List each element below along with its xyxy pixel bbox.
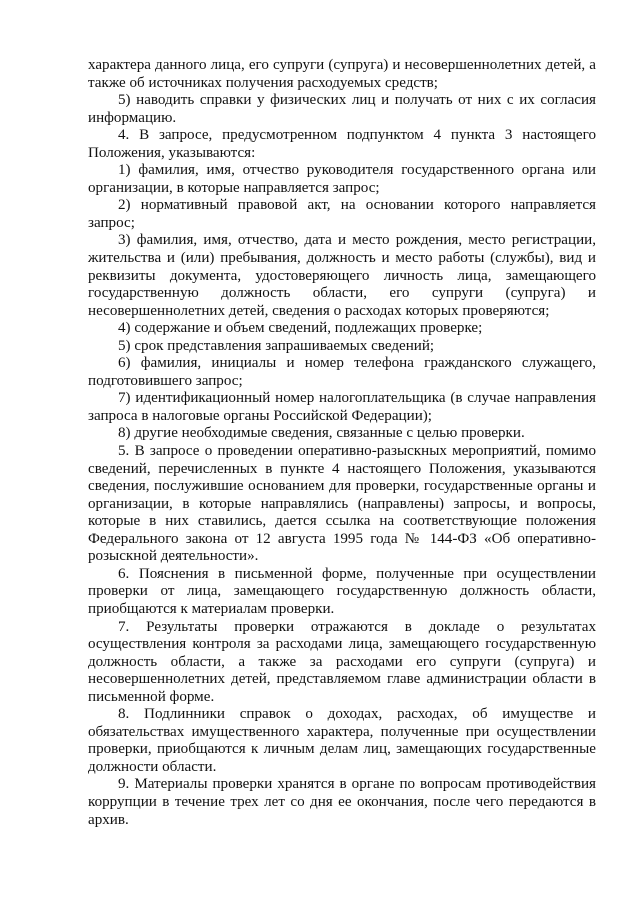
paragraph-item-3-5: 5) наводить справки у физических лиц и получать от них с их согласия информацию. — [88, 92, 596, 126]
paragraph-section-8: 8. Подлинники справок о доходах, расходах, об имуществе и обязательствах имущественного характера, полученные при осуществлении проверки, приобщаются к личным делам лиц, замещающих государственные должности области. — [88, 706, 596, 775]
paragraph-section-9: 9. Материалы проверки хранятся в органе по вопросам противодействия коррупции в течение трех лет со дня ее окончания, после чего передаются в архив. — [88, 776, 596, 828]
document-page — [88, 57, 596, 829]
paragraph-item-4-7: 7) идентификационный номер налогоплательщика (в случае направления запроса в налоговые органы Российской Федерации); — [88, 390, 596, 424]
paragraph-item-4-1: 1) фамилия, имя, отчество руководителя государственного органа или организации, в которые направляется запрос; — [88, 162, 596, 196]
paragraph-item-4-4: 4) содержание и объем сведений, подлежащих проверке; — [118, 320, 483, 337]
paragraph-section-7: 7. Результаты проверки отражаются в докладе о результатах осуществления контроля за расходами лица, замещающего государственную должность области, а также за расходами его супруги (супруга) и несовершеннолетних детей, представляемом главе администрации области в письменной форме. — [88, 618, 596, 705]
paragraph-item-4-3: 3) фамилия, имя, отчество, дата и место рождения, место регистрации, жительства и (или) пребывания, должность и место работы (службы), вид и реквизиты документа, удостоверяющего личность лица, замещающего государственную должность области, его супруги (супруга) и несовершеннолетних детей, сведения о расходах которых проверяются; — [88, 232, 596, 319]
paragraph-section-5: 5. В запросе о проведении оперативно-разыскных мероприятий, помимо сведений, перечисленных в пункте 4 настоящего Положения, указываются сведения, послужившие основанием для проверки, государственные органы и организации, в которые направлялись (направлены) запросы, и вопросы, которые в них ставились, дается ссылка на соответствующие положения Федерального закона от 12 августа 1995 года № 144-ФЗ «Об оперативно-розыскной деятельности». — [88, 443, 596, 565]
paragraph-item-4-8: 8) другие необходимые сведения, связанные с целью проверки. — [118, 425, 525, 442]
paragraph-section-6: 6. Пояснения в письменной форме, полученные при осуществлении проверки от лица, замещающего государственную должность области, приобщаются к материалам проверки. — [88, 565, 596, 617]
paragraph-continuation: характера данного лица, его супруги (супруга) и несовершеннолетних детей, а также об источниках получения расходуемых средств; — [88, 57, 596, 91]
paragraph-section-4: 4. В запросе, предусмотренном подпунктом 4 пункта 3 настоящего Положения, указываются: — [88, 127, 596, 161]
paragraph-item-4-5: 5) срок представления запрашиваемых сведений; — [118, 337, 435, 354]
paragraph-item-4-2: 2) нормативный правовой акт, на основании которого направляется запрос; — [88, 197, 596, 231]
paragraph-item-4-6: 6) фамилия, инициалы и номер телефона гражданского служащего, подготовившего запрос; — [88, 355, 596, 389]
